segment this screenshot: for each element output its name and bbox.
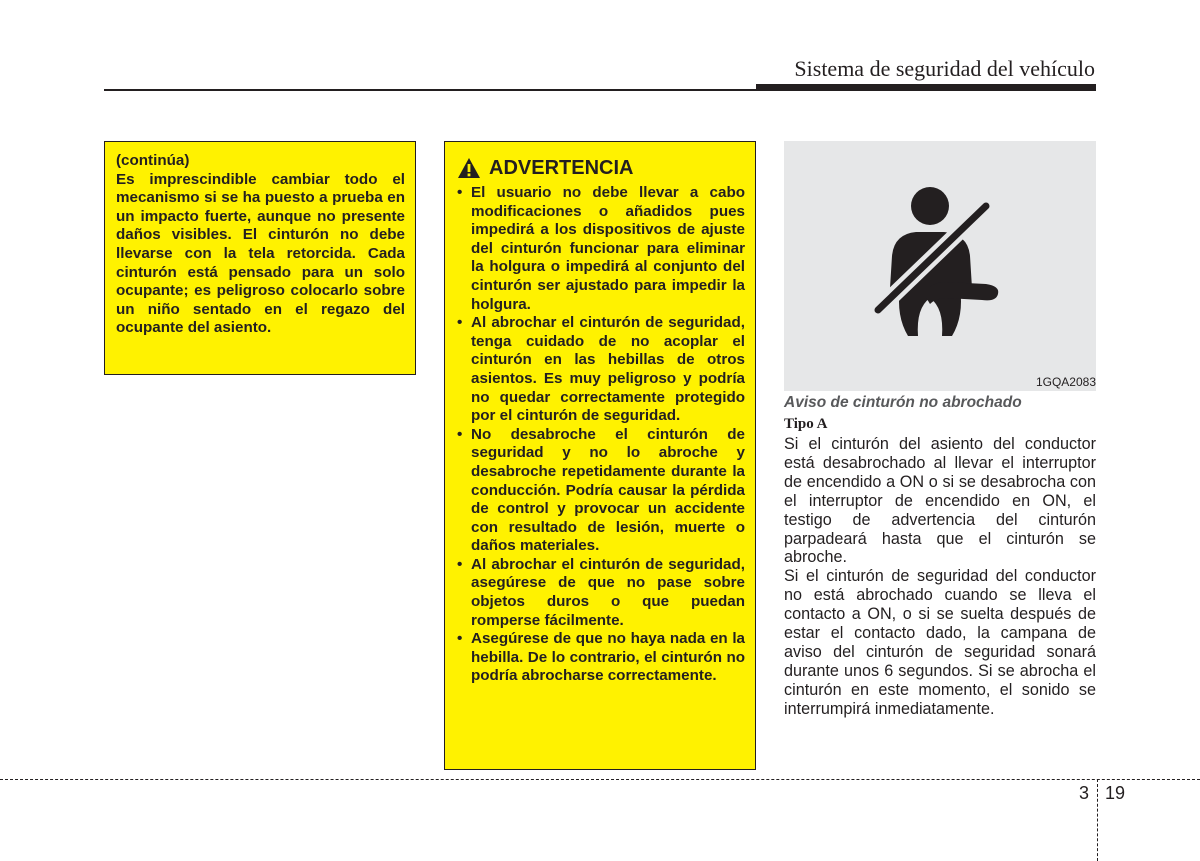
warning-heading [457, 156, 745, 180]
figure-code: 1GQA2083 [1035, 375, 1096, 389]
continued-text: Es imprescindible cambiar todo el mecanismo si se ha puesto a prueba en un impacto fuerte, aunque no presente daños visibles. El cinturón no debe llevarse con la tela retorcida. Cada cinturón está pensado para un solo ocupante; es peligroso colocarlo sobre un niño sentado en el regazo del ocupante del asiento. [116, 170, 405, 337]
seatbelt-figure [784, 141, 1096, 391]
continued-heading: (continúa) [116, 152, 190, 169]
type-heading: Tipo A [784, 416, 828, 432]
warning-item: • No desabroche el cinturón de seguridad y no lo abroche y desabroche repetidamente durante la conducción. Podría causar la pérdida de control y provocar un accidente con resultado de lesión, muerte o daños materiales. [457, 426, 745, 556]
body-paragraph: Si el cinturón del asiento del conductor está desabrochado al llevar el interruptor de encendido a ON o si se desabrocha con el interruptor de encendido en ON, el testigo de advertencia del cinturón parpadeará hasta que el cinturón se abroche. [784, 435, 1096, 567]
warning-item: • Asegúrese de que no haya nada en la hebilla. De lo contrario, el cinturón no podría abrocharse correctamente. [457, 630, 745, 686]
header-rule [104, 89, 756, 91]
figure-caption: Aviso de cinturón no abrochado [784, 394, 1022, 411]
continued-note-box [104, 141, 416, 375]
warning-box [444, 141, 756, 770]
warning-item: • Al abrochar el cinturón de seguridad, asegúrese de que no pase sobre objetos duros o que puedan romperse fácilmente. [457, 556, 745, 630]
header-rule-accent [756, 84, 1096, 91]
warning-list [457, 184, 745, 686]
warning-item: • El usuario no debe llevar a cabo modificaciones o añadidos pues impedirá a los dispositivos de ajuste del cinturón funcionar para eliminar la holgura o impedirá al conjunto del cinturón ser ajustado para impedir la holgura. [457, 184, 745, 314]
section-title: Sistema de seguridad del vehículo [794, 56, 1095, 81]
page-number-divider [1097, 779, 1098, 861]
chapter-number: 3 [1079, 783, 1090, 803]
seatbelt-warning-icon [870, 186, 1010, 346]
page-number: 19 [1105, 783, 1126, 803]
right-column [784, 392, 1096, 719]
body-paragraph: Si el cinturón de seguridad del conductor no está abrochado cuando se lleva el contacto a ON, o si se suelta después de estar el contacto dado, la campana de aviso del cinturón de seguridad sonará durante unos 6 segundos. Si se abrocha el cinturón en este momento, el sonido se interrumpirá inmediatamente. [784, 567, 1096, 718]
warning-item: • Al abrochar el cinturón de seguridad, tenga cuidado de no acoplar el cinturón en las hebillas de otros asientos. Es muy peligroso y podría no quedar correctamente protegido por el cinturón de seguridad. [457, 314, 745, 426]
warning-title: ADVERTENCIA [489, 157, 634, 179]
footer-divider [0, 779, 1200, 780]
warning-triangle-icon [457, 157, 481, 179]
